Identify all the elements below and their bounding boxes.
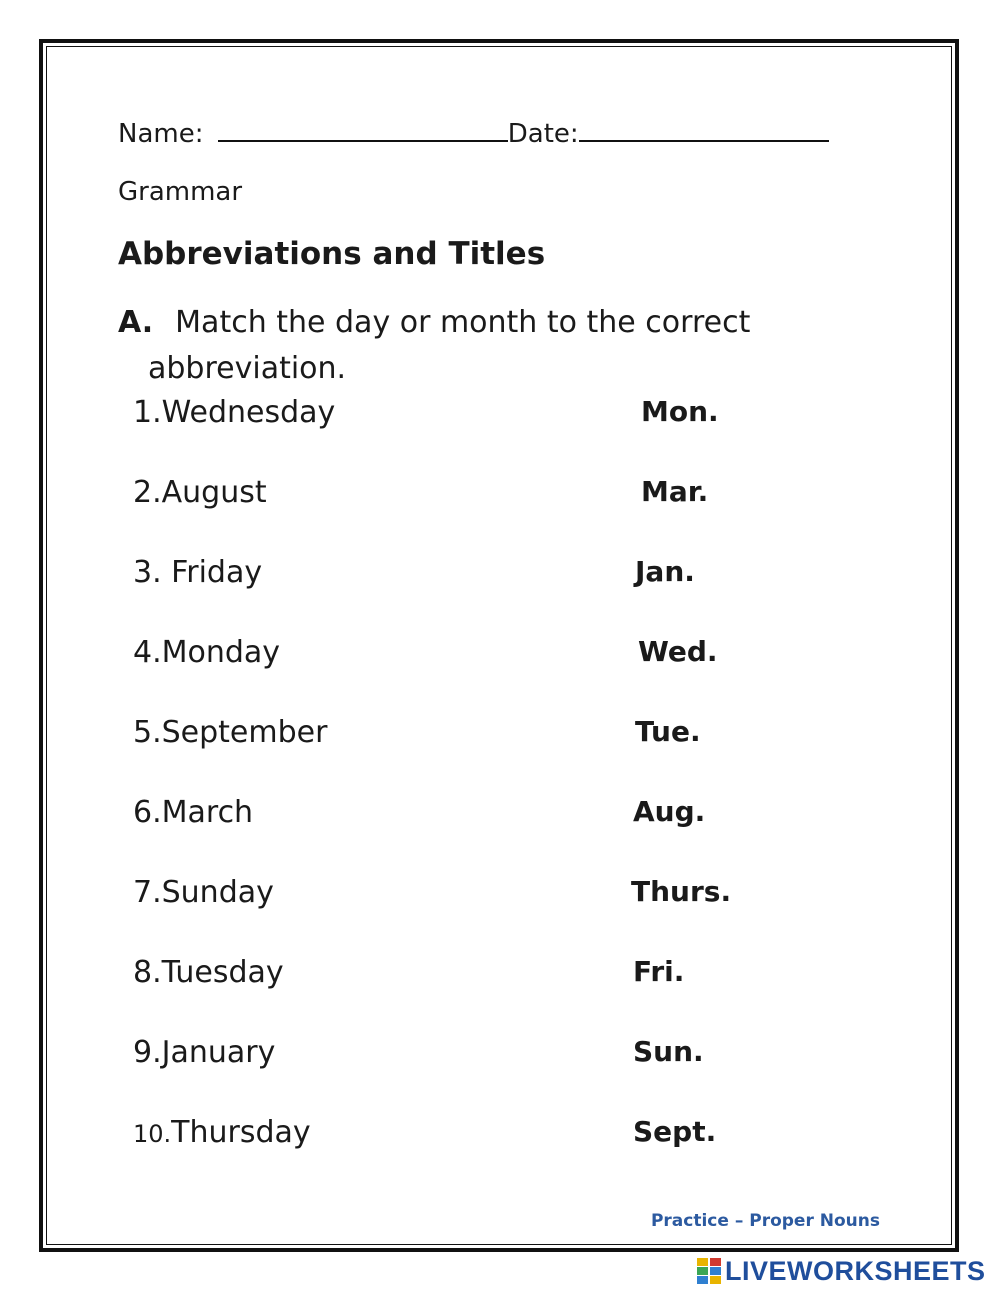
item-text: Wednesday (161, 395, 336, 430)
item-text: Friday (161, 555, 263, 590)
instruction (118, 300, 858, 392)
abbreviation[interactable]: Thurs. (631, 875, 732, 908)
item-number: 8. (133, 955, 162, 990)
brand-name: LIVEWORKSHEETS (725, 1255, 986, 1286)
item-number: 5. (133, 715, 162, 750)
abbreviation[interactable]: Mar. (641, 475, 709, 508)
page-title: Abbreviations and Titles (118, 236, 546, 272)
item-number: 2. (133, 475, 162, 510)
date-label: Date: (507, 119, 579, 149)
section-letter: A. (118, 305, 154, 340)
list-item (0, 475, 1000, 521)
list-item (0, 635, 1000, 681)
item-number: 6. (133, 795, 162, 830)
item-word (133, 395, 335, 430)
item-word (133, 955, 284, 990)
list-item (0, 395, 1000, 441)
item-number: 1. (133, 395, 162, 430)
list-item (0, 555, 1000, 601)
item-number: 4. (133, 635, 162, 670)
name-date-line (118, 118, 829, 149)
item-text: September (161, 715, 328, 750)
liveworksheets-logo-icon (697, 1258, 721, 1284)
item-word (133, 1115, 311, 1150)
item-text: January (161, 1035, 276, 1070)
item-text: Thursday (171, 1115, 311, 1150)
abbreviation[interactable]: Jan. (635, 555, 695, 588)
brand-watermark (697, 1256, 986, 1286)
list-item (0, 1115, 1000, 1161)
list-item (0, 1035, 1000, 1081)
item-word (133, 715, 327, 750)
item-number: 9. (133, 1035, 162, 1070)
date-field[interactable] (579, 118, 829, 142)
abbreviation[interactable]: Tue. (635, 715, 701, 748)
list-item (0, 955, 1000, 1001)
name-label: Name: (118, 119, 204, 149)
abbreviation[interactable]: Wed. (638, 635, 718, 668)
item-text: March (161, 795, 254, 830)
name-field[interactable] (218, 118, 508, 142)
item-text: Monday (161, 635, 281, 670)
item-word (133, 1035, 275, 1070)
item-word (133, 635, 280, 670)
item-text: Tuesday (161, 955, 284, 990)
item-word (133, 875, 274, 910)
list-item (0, 715, 1000, 761)
abbreviation[interactable]: Aug. (633, 795, 706, 828)
item-word (133, 475, 267, 510)
list-item (0, 875, 1000, 921)
item-word (133, 795, 253, 830)
abbreviation[interactable]: Mon. (641, 395, 719, 428)
item-text: Sunday (161, 875, 274, 910)
list-item (0, 795, 1000, 841)
item-number: 3. (133, 555, 162, 590)
instruction-line-2: abbreviation. (148, 351, 347, 386)
subject-label: Grammar (118, 177, 243, 207)
footer-note: Practice – Proper Nouns (650, 1211, 880, 1231)
abbreviation[interactable]: Sun. (633, 1035, 704, 1068)
item-word (133, 555, 262, 590)
instruction-line-1: Match the day or month to the correct (175, 305, 751, 340)
item-number: 7. (133, 875, 162, 910)
abbreviation[interactable]: Sept. (633, 1115, 717, 1148)
abbreviation[interactable]: Fri. (633, 955, 685, 988)
item-text: August (161, 475, 267, 510)
item-number: 10. (133, 1120, 172, 1148)
